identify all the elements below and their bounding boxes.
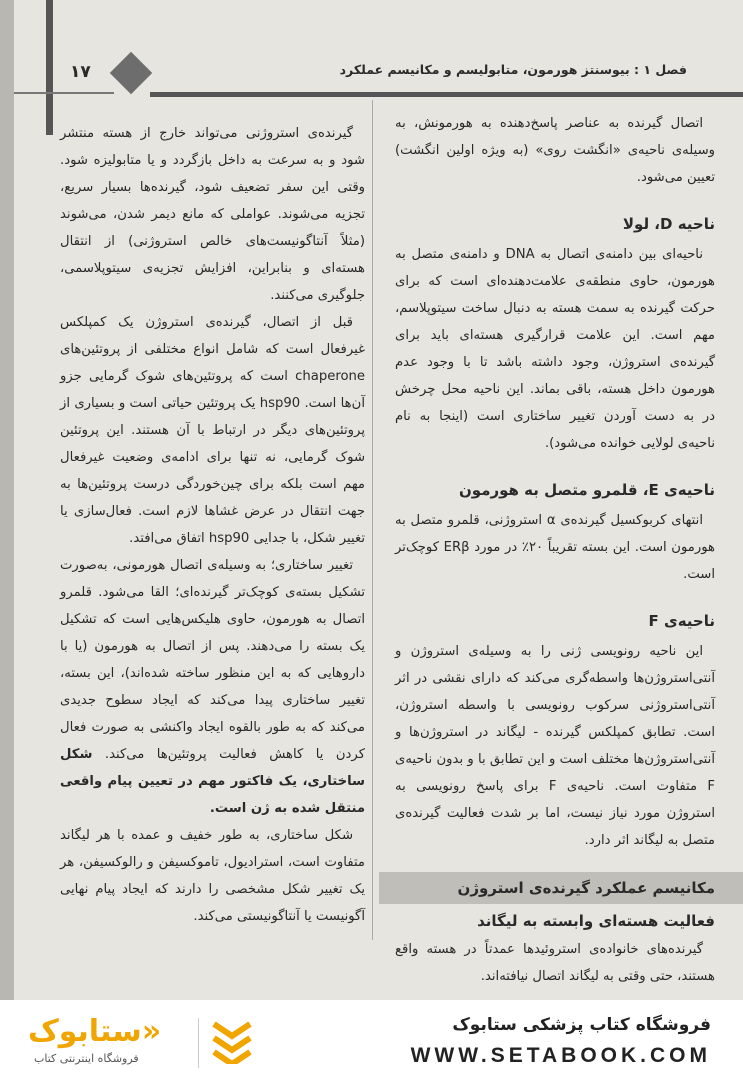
paragraph: انتهای کربوکسیل گیرنده‌ی α استروژنی، قلمرو متصل به هورمون است. این بسته تقریباً ۲۰٪ در مورد ERβ کوچک‌تر است. <box>395 513 716 582</box>
paragraph: ناحیه‌ای بین دامنه‌ی اتصال به DNA و دامنه‌ی متصل به هورمون، حاوی منطقه‌ی علامت‌دهنده‌ای است که برای حرکت گیرنده به سمت هسته به دنبال ساخت سیتوپلاسم، مهم است. این علامت قرارگیری هسته‌ای باید برای گیرنده‌ی استروژن، وجود داشته باشد تا با وجود عدم هورمون داخل هسته، باقی بماند. این ناحیه محل چرخش در به دست آوردن تغییر ساختاری است (اینجا به نام ناحیه‌ی لولایی خوانده می‌شود). <box>395 247 715 451</box>
header-rule-left <box>14 92 114 94</box>
margin-rule <box>46 0 53 135</box>
chevron-logo-icon <box>210 1016 254 1064</box>
store-name: فروشگاه کتاب پزشکی ستابوک <box>452 1015 711 1035</box>
heading-region-e: ناحیه‌ی E، قلمرو متصل به هورمون <box>458 481 715 499</box>
paragraph: اتصال گیرنده به عناصر پاسخ‌دهنده به هورمونش، به وسیله‌ی ناحیه‌ی «انگشت روی» (به ویژه اولین انگشت) تعیین می‌شود. <box>395 116 715 185</box>
paragraph: گیرنده‌ی استروژنی می‌تواند خارج از هسته منتشر شود و به سرعت به داخل بازگردد و یا متابولیزه شود. وقتی این سفر تضعیف شود، گیرنده‌ها بسیار سریع، تجزیه می‌شوند. عواملی که مانع دیمر شدن، می‌شوند (مثلاً آنتاگونیست‌های خالص استروژنی) از انتقال هسته‌ای و بنابراین، افزایش تجزیه‌ی سیتوپلاسمی، جلوگیری می‌کنند. <box>60 126 365 303</box>
section-title: مکانیسم عملکرد گیرنده‌ی استروژن <box>379 872 743 904</box>
paragraph <box>60 552 365 822</box>
column-divider <box>372 100 373 940</box>
store-url-link[interactable]: WWW.SETABOOK.COM <box>410 1044 711 1067</box>
page-number: ۱۷ <box>70 62 91 82</box>
footer-banner <box>0 1000 743 1080</box>
paragraph: این ناحیه رونویسی ژنی را به وسیله‌ی استروژن و آنتی‌استروژن‌ها واسطه‌گری می‌کند که دارای نقشی در اثر آنتی‌استروژنی سرکوب رونویسی با واسطه استروژن، است. تطابق کمپلکس گیرنده - لیگاند در استروژن‌ها و آنتی‌استروژن‌ها مختلف است و این تطابق با و بدون ناحیه‌ی F متفاوت است. ناحیه‌ی F برای پاسخ رونویسی به استروژن مورد نیاز نیست، اما بر شدت فعالیت گیرنده‌ی متصل به لیگاند اثر دارد. <box>395 644 715 848</box>
right-column <box>395 110 715 990</box>
header-rule <box>150 92 743 97</box>
heading-region-f: ناحیه‌ی F <box>648 612 715 630</box>
bold-statement: شکل ساختاری، یک فاکتور مهم در تعیین پیام واقعی منتقل شده به ژن است. <box>60 747 365 816</box>
left-column <box>60 120 365 930</box>
paragraph: قبل از اتصال، گیرنده‌ی استروژن یک کمپلکس غیرفعال است که شامل انواع مختلفی از پروتئین‌های chaperone است که پروتئین‌های شوک گرمایی جزو آن‌ها است. hsp90 یک پروتئین حیاتی است و بسیاری از پروتئین‌های دیگر در ارتباط با آن هستند. این پروتئین شوک گرمایی، نه تنها برای ادامه‌ی وضعیت غیرفعال مهم است بلکه برای چین‌خوردگی درست پروتئین‌ها به جهت انتقال در عرض غشاها لازم است. فعال‌سازی یا تغییر شکل، با جدایی hsp90 اتفاق می‌افتد. <box>60 315 365 546</box>
subheading: فعالیت هسته‌ای وابسته به لیگاند <box>477 912 715 930</box>
paragraph: گیرنده‌های خانواده‌ی استروئیدها عمدتاً در هسته واقع هستند، حتی وقتی به لیگاند اتصال نیافته‌اند. <box>395 942 715 984</box>
setabook-logo[interactable] <box>28 1014 188 1070</box>
footer-divider <box>198 1018 199 1068</box>
diamond-ornament-icon <box>110 52 152 94</box>
paragraph: شکل ساختاری، به طور خفیف و عمده با هر لیگاند متفاوت است، استرادیول، تاموکسیفن و رالوکسیفن، هر یک تغییر شکل مشخصی را دارند که ایجاد پیام نهایی آگونیست یا آنتاگونیستی می‌کند. <box>60 828 365 924</box>
logo-wordmark: ستابوک» <box>28 1014 162 1049</box>
heading-region-d: ناحیه D، لولا <box>622 215 715 233</box>
chapter-title: فصل ۱ : بیوسنتز هورمون، متابولیسم و مکانیسم عملکرد <box>339 62 687 77</box>
page-edge-shadow <box>0 0 14 1000</box>
logo-tagline: فروشگاه اینترنتی کتاب <box>34 1052 139 1065</box>
paragraph-text: تغییر ساختاری؛ به وسیله‌ی اتصال هورمونی، به‌صورت تشکیل بسته‌ی کوچک‌تر گیرنده‌ای؛ القا می‌شود. قلمرو اتصال به هورمون، حاوی هلیکس‌هایی است که تشکیل یک بسته را می‌دهند. پس از اتصال به هورمون (یا با داروهایی که به این منظور ساخته شده‌اند)، این بسته، تغییر ساختاری پیدا می‌کند که ایجاد سطوح جدیدی می‌کند که به طور بالقوه ایجاد واکنشی به صورت فعال کردن یا کاهش فعالیت پروتئین‌ها می‌کند. <box>60 558 365 762</box>
